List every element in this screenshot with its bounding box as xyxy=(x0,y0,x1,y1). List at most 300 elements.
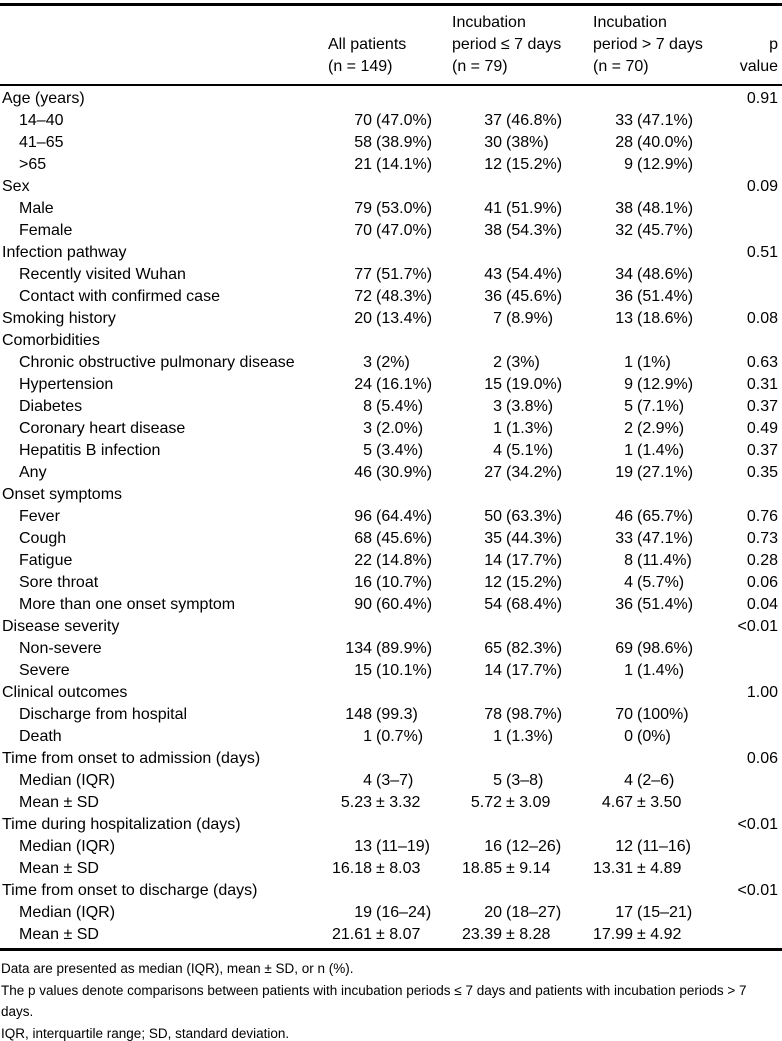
header-incubation-gt7 xyxy=(593,12,732,78)
table-row xyxy=(0,198,782,220)
row-label: Hepatitis B infection xyxy=(19,442,161,459)
cell-incubation-gt7 xyxy=(593,352,732,374)
table-row xyxy=(0,396,782,418)
cell-all-patients xyxy=(328,748,452,770)
table-row xyxy=(0,528,782,550)
row-label: More than one onset symptom xyxy=(19,596,236,613)
header-incubation-gt7-line2: period > 7 days xyxy=(593,36,703,53)
table-row xyxy=(0,550,782,572)
cell-all-patients xyxy=(328,198,452,220)
cell-incubation-gt7-count: 34 xyxy=(615,266,633,283)
table-row xyxy=(0,814,782,836)
cell-all-patients-pct: (16.1%) xyxy=(376,376,433,393)
cell-all-patients-count: 16.18 xyxy=(331,860,372,877)
header-incubation-gt7-line3: (n = 70) xyxy=(593,58,649,75)
cell-p-value xyxy=(732,836,782,858)
cell-incubation-le7-pct: (1.3%) xyxy=(506,420,554,437)
cell-all-patients-count xyxy=(328,176,372,198)
cell-all-patients xyxy=(328,154,452,176)
cell-p-value xyxy=(732,154,782,176)
cell-incubation-gt7-pct: (47.1%) xyxy=(637,530,694,547)
cell-incubation-gt7-count: 9 xyxy=(624,156,633,173)
cell-incubation-gt7-pct: (12.9%) xyxy=(637,156,694,173)
cell-incubation-le7-count xyxy=(452,880,502,902)
cell-incubation-gt7-pct: ± 4.89 xyxy=(637,860,682,877)
cell-incubation-le7 xyxy=(452,506,593,528)
row-label: Diabetes xyxy=(19,398,83,415)
cell-incubation-gt7-count: 28 xyxy=(615,134,633,151)
cell-all-patients-count: 134 xyxy=(345,640,372,657)
cell-incubation-gt7-pct: (51.4%) xyxy=(637,288,694,305)
cell-all-patients-pct: (38.9%) xyxy=(376,134,433,151)
table-row xyxy=(0,506,782,528)
cell-incubation-gt7-count: 4.67 xyxy=(601,794,633,811)
cell-all-patients-count: 13 xyxy=(354,838,372,855)
cell-incubation-gt7-count xyxy=(593,682,633,704)
cell-incubation-le7-pct: (3%) xyxy=(506,354,540,371)
cell-incubation-gt7-count: 1 xyxy=(624,662,633,679)
cell-incubation-le7 xyxy=(452,880,593,902)
header-all-patients xyxy=(328,34,452,78)
cell-incubation-le7 xyxy=(452,550,593,572)
cell-incubation-gt7-count: 0 xyxy=(624,728,633,745)
cell-incubation-gt7 xyxy=(593,770,732,792)
cell-incubation-gt7 xyxy=(593,704,732,726)
cell-all-patients xyxy=(328,374,452,396)
cell-all-patients xyxy=(328,176,452,198)
cell-p-value: 0.04 xyxy=(746,596,778,613)
cell-all-patients-pct: (16–24) xyxy=(376,904,432,921)
cell-incubation-le7-count xyxy=(452,242,502,264)
cell-p-value: <0.01 xyxy=(737,618,778,635)
cell-p-value xyxy=(732,704,782,726)
cell-all-patients-count xyxy=(328,88,372,110)
cell-incubation-le7-pct: (15.2%) xyxy=(506,156,563,173)
cell-incubation-le7 xyxy=(452,660,593,682)
cell-all-patients xyxy=(328,308,452,330)
cell-incubation-le7-pct: ± 8.28 xyxy=(506,926,551,943)
cell-p-value xyxy=(732,792,782,814)
cell-p-value: 0.31 xyxy=(746,376,778,393)
cell-p-value: 0.35 xyxy=(746,464,778,481)
cell-incubation-le7-count: 5.72 xyxy=(470,794,502,811)
cell-incubation-le7-count: 18.85 xyxy=(461,860,502,877)
cell-incubation-gt7-pct: (1.4%) xyxy=(637,662,685,679)
table-row xyxy=(0,726,782,748)
cell-all-patients-count: 3 xyxy=(363,354,372,371)
table-row xyxy=(0,88,782,110)
table-row xyxy=(0,660,782,682)
cell-all-patients-count: 21.61 xyxy=(331,926,372,943)
cell-incubation-gt7 xyxy=(593,220,732,242)
cell-incubation-gt7 xyxy=(593,242,732,264)
cell-incubation-gt7-pct: (27.1%) xyxy=(637,464,694,481)
table-row xyxy=(0,242,782,264)
cell-all-patients xyxy=(328,396,452,418)
cell-incubation-le7 xyxy=(452,858,593,880)
table-row xyxy=(0,176,782,198)
cell-p-value: 0.37 xyxy=(746,442,778,459)
header-incubation-le7-line3: (n = 79) xyxy=(452,58,508,75)
cell-incubation-gt7 xyxy=(593,594,732,616)
cell-all-patients-pct: (30.9%) xyxy=(376,464,433,481)
cell-incubation-le7-pct: ± 3.09 xyxy=(506,794,551,811)
row-label: Sore throat xyxy=(19,574,99,591)
cell-incubation-gt7-count xyxy=(593,814,633,836)
cell-all-patients-count xyxy=(328,616,372,638)
cell-incubation-le7-pct: (15.2%) xyxy=(506,574,563,591)
table-row xyxy=(0,418,782,440)
cell-incubation-le7-count xyxy=(452,748,502,770)
cell-p-value xyxy=(732,286,782,308)
cell-incubation-gt7-count: 13.31 xyxy=(593,860,634,877)
cell-incubation-gt7 xyxy=(593,902,732,924)
cell-all-patients xyxy=(328,902,452,924)
cell-incubation-le7-pct: (44.3%) xyxy=(506,530,563,547)
cell-incubation-le7 xyxy=(452,352,593,374)
cell-incubation-le7-pct: (5.1%) xyxy=(506,442,554,459)
cell-all-patients xyxy=(328,638,452,660)
cell-incubation-gt7-count: 5 xyxy=(624,398,633,415)
table-row xyxy=(0,110,782,132)
cell-all-patients-count: 46 xyxy=(354,464,372,481)
cell-incubation-le7-pct: (18–27) xyxy=(506,904,562,921)
row-label: Fever xyxy=(19,508,60,525)
cell-p-value xyxy=(732,902,782,924)
table-row xyxy=(0,484,782,506)
row-label: Time from onset to discharge (days) xyxy=(2,882,258,899)
cell-all-patients xyxy=(328,682,452,704)
cell-all-patients xyxy=(328,924,452,946)
cell-incubation-le7 xyxy=(452,374,593,396)
cell-incubation-le7-pct: (3.8%) xyxy=(506,398,554,415)
cell-all-patients-count: 90 xyxy=(354,596,372,613)
cell-p-value xyxy=(732,220,782,242)
row-label: Non-severe xyxy=(19,640,102,657)
table-row xyxy=(0,440,782,462)
cell-all-patients xyxy=(328,110,452,132)
header-incubation-le7-line2: period ≤ 7 days xyxy=(452,36,562,53)
cell-incubation-le7-pct: (45.6%) xyxy=(506,288,563,305)
header-all-patients-line2: (n = 149) xyxy=(328,58,393,75)
cell-all-patients-pct: (5.4%) xyxy=(376,398,424,415)
cell-incubation-le7-pct: (8.9%) xyxy=(506,310,554,327)
cell-p-value: 0.63 xyxy=(746,354,778,371)
cell-incubation-gt7 xyxy=(593,110,732,132)
cell-incubation-le7-count: 30 xyxy=(484,134,502,151)
cell-incubation-gt7-count: 36 xyxy=(615,288,633,305)
cell-incubation-gt7-count: 69 xyxy=(615,640,633,657)
cell-p-value: 0.06 xyxy=(746,574,778,591)
cell-all-patients-count: 70 xyxy=(354,222,372,239)
cell-incubation-gt7-pct: ± 4.92 xyxy=(637,926,682,943)
cell-incubation-le7-pct: (34.2%) xyxy=(506,464,563,481)
cell-incubation-le7 xyxy=(452,748,593,770)
cell-all-patients-count xyxy=(328,682,372,704)
footnote-data-presentation: Data are presented as median (IQR), mean ± SD, or n (%). xyxy=(1,961,354,976)
table-row xyxy=(0,330,782,352)
cell-all-patients-count: 19 xyxy=(354,904,372,921)
table-row xyxy=(0,704,782,726)
cell-incubation-le7 xyxy=(452,616,593,638)
cell-all-patients-pct: (14.8%) xyxy=(376,552,433,569)
row-label: Time during hospitalization (days) xyxy=(2,816,241,833)
cell-incubation-le7-count xyxy=(452,814,502,836)
cell-incubation-le7 xyxy=(452,770,593,792)
cell-incubation-le7-count: 16 xyxy=(484,838,502,855)
cell-all-patients-pct: ± 3.32 xyxy=(376,794,421,811)
cell-incubation-le7 xyxy=(452,176,593,198)
cell-p-value: 0.91 xyxy=(746,90,778,107)
cell-incubation-gt7 xyxy=(593,418,732,440)
cell-all-patients xyxy=(328,616,452,638)
header-incubation-le7-line1: Incubation xyxy=(452,14,526,31)
table-row xyxy=(0,154,782,176)
cell-incubation-gt7-count: 4 xyxy=(624,574,633,591)
cell-incubation-le7-count: 14 xyxy=(484,662,502,679)
row-label: 41–65 xyxy=(19,134,64,151)
cell-p-value: 0.73 xyxy=(746,530,778,547)
cell-all-patients-pct: (53.0%) xyxy=(376,200,433,217)
cell-p-value xyxy=(732,198,782,220)
cell-all-patients xyxy=(328,660,452,682)
row-label: Infection pathway xyxy=(2,244,127,261)
cell-incubation-gt7 xyxy=(593,528,732,550)
table-row xyxy=(0,132,782,154)
cell-all-patients-pct: (89.9%) xyxy=(376,640,433,657)
row-label: Clinical outcomes xyxy=(2,684,128,701)
row-label: Time from onset to admission (days) xyxy=(2,750,261,767)
cell-all-patients xyxy=(328,528,452,550)
row-label: Fatigue xyxy=(19,552,73,569)
row-label: Coronary heart disease xyxy=(19,420,186,437)
row-label: Recently visited Wuhan xyxy=(19,266,186,283)
cell-all-patients xyxy=(328,484,452,506)
cell-incubation-le7-pct: (17.7%) xyxy=(506,662,563,679)
cell-incubation-le7 xyxy=(452,396,593,418)
cell-all-patients-count xyxy=(328,880,372,902)
table-footnotes xyxy=(0,951,782,1041)
table-row xyxy=(0,572,782,594)
cell-incubation-gt7-count: 1 xyxy=(624,442,633,459)
cell-incubation-gt7-pct: (15–21) xyxy=(637,904,693,921)
cell-incubation-gt7 xyxy=(593,396,732,418)
cell-all-patients xyxy=(328,462,452,484)
cell-p-value: 0.28 xyxy=(746,552,778,569)
cell-incubation-gt7-pct: (98.6%) xyxy=(637,640,694,657)
header-all-patients-line1: All patients xyxy=(328,36,407,53)
cell-incubation-gt7-pct: (45.7%) xyxy=(637,222,694,239)
cell-incubation-gt7-pct: (51.4%) xyxy=(637,596,694,613)
cell-p-value xyxy=(732,484,782,506)
cell-all-patients-pct: (2%) xyxy=(376,354,410,371)
cell-incubation-gt7-pct: (11–16) xyxy=(637,838,691,855)
cell-p-value: 0.49 xyxy=(746,420,778,437)
table-row xyxy=(0,748,782,770)
cell-incubation-le7-count: 35 xyxy=(484,530,502,547)
cell-all-patients-pct: (13.4%) xyxy=(376,310,433,327)
cell-all-patients-pct: (3.4%) xyxy=(376,442,424,459)
cell-incubation-le7-count: 41 xyxy=(484,200,502,217)
cell-incubation-le7 xyxy=(452,286,593,308)
cell-all-patients-count: 68 xyxy=(354,530,372,547)
row-label: Disease severity xyxy=(2,618,120,635)
cell-p-value xyxy=(732,660,782,682)
cell-p-value xyxy=(732,638,782,660)
cell-all-patients-pct: ± 8.03 xyxy=(376,860,421,877)
cell-incubation-gt7-pct: (2–6) xyxy=(637,772,675,789)
table-row xyxy=(0,924,782,946)
cell-incubation-gt7 xyxy=(593,726,732,748)
cell-all-patients-count: 77 xyxy=(354,266,372,283)
cell-all-patients xyxy=(328,770,452,792)
cell-incubation-le7-pct: (1.3%) xyxy=(506,728,554,745)
cell-all-patients xyxy=(328,352,452,374)
cell-incubation-le7-count: 5 xyxy=(493,772,502,789)
cell-p-value: 0.06 xyxy=(746,750,778,767)
cell-p-value xyxy=(732,264,782,286)
cell-incubation-gt7 xyxy=(593,506,732,528)
cell-incubation-gt7-pct: (18.6%) xyxy=(637,310,694,327)
cell-incubation-le7-count: 1 xyxy=(493,420,502,437)
row-label: Male xyxy=(19,200,54,217)
cell-incubation-le7 xyxy=(452,528,593,550)
cell-all-patients-count: 1 xyxy=(363,728,372,745)
cell-incubation-gt7 xyxy=(593,374,732,396)
cell-incubation-gt7-count: 9 xyxy=(624,376,633,393)
cell-all-patients-count: 16 xyxy=(354,574,372,591)
cell-all-patients-pct: (3–7) xyxy=(376,772,414,789)
cell-incubation-le7 xyxy=(452,594,593,616)
cell-all-patients xyxy=(328,132,452,154)
cell-incubation-gt7 xyxy=(593,924,732,946)
cell-incubation-le7-pct: (38%) xyxy=(506,134,549,151)
cell-incubation-le7-pct: (68.4%) xyxy=(506,596,563,613)
table-row xyxy=(0,858,782,880)
cell-incubation-le7-pct: (98.7%) xyxy=(506,706,563,723)
cell-incubation-le7-count xyxy=(452,88,502,110)
table-row xyxy=(0,264,782,286)
cell-p-value: 1.00 xyxy=(746,684,778,701)
row-label: Median (IQR) xyxy=(19,838,116,855)
cell-all-patients-count: 96 xyxy=(354,508,372,525)
cell-all-patients xyxy=(328,836,452,858)
cell-all-patients-count: 3 xyxy=(363,420,372,437)
cell-incubation-le7-pct: (3–8) xyxy=(506,772,544,789)
cell-incubation-gt7-count: 2 xyxy=(624,420,633,437)
table-row xyxy=(0,462,782,484)
cell-all-patients-pct: (99.3) xyxy=(376,706,418,723)
cell-all-patients-pct: (10.1%) xyxy=(376,662,433,679)
cell-incubation-gt7 xyxy=(593,682,732,704)
cell-incubation-le7 xyxy=(452,572,593,594)
cell-incubation-gt7 xyxy=(593,88,732,110)
cell-incubation-gt7 xyxy=(593,176,732,198)
cell-all-patients-pct: (64.4%) xyxy=(376,508,433,525)
cell-incubation-gt7-pct: (65.7%) xyxy=(637,508,694,525)
cell-incubation-gt7-count: 4 xyxy=(624,772,633,789)
cell-all-patients-pct: (10.7%) xyxy=(376,574,433,591)
row-label: Mean ± SD xyxy=(19,794,99,811)
cell-incubation-le7-count: 4 xyxy=(493,442,502,459)
cell-all-patients xyxy=(328,418,452,440)
cell-incubation-gt7-count: 38 xyxy=(615,200,633,217)
cell-incubation-gt7-count xyxy=(593,330,633,352)
cell-incubation-le7-count: 65 xyxy=(484,640,502,657)
cell-incubation-le7 xyxy=(452,792,593,814)
cell-p-value: 0.08 xyxy=(746,310,778,327)
table-row xyxy=(0,792,782,814)
cell-all-patients-count: 20 xyxy=(354,310,372,327)
cell-incubation-le7-count: 23.39 xyxy=(461,926,502,943)
cell-incubation-gt7-count: 1 xyxy=(624,354,633,371)
cell-incubation-gt7-count: 33 xyxy=(615,112,633,129)
cell-all-patients-count: 22 xyxy=(354,552,372,569)
table-row xyxy=(0,682,782,704)
cell-incubation-le7 xyxy=(452,924,593,946)
cell-incubation-le7-pct: (54.3%) xyxy=(506,222,563,239)
cell-all-patients xyxy=(328,440,452,462)
cell-incubation-le7 xyxy=(452,198,593,220)
cell-incubation-le7 xyxy=(452,110,593,132)
cell-incubation-gt7 xyxy=(593,286,732,308)
cell-all-patients xyxy=(328,704,452,726)
cell-p-value xyxy=(732,330,782,352)
cell-incubation-gt7-pct: ± 3.50 xyxy=(637,794,682,811)
row-label: Onset symptoms xyxy=(2,486,123,503)
cell-incubation-gt7 xyxy=(593,880,732,902)
cell-incubation-le7-count: 7 xyxy=(493,310,502,327)
cell-incubation-gt7-count xyxy=(593,176,633,198)
table-body xyxy=(0,86,782,948)
row-label: Mean ± SD xyxy=(19,926,99,943)
cell-incubation-gt7 xyxy=(593,616,732,638)
cell-all-patients-pct: (11–19) xyxy=(376,838,430,855)
cell-all-patients xyxy=(328,286,452,308)
cell-incubation-gt7-count xyxy=(593,880,633,902)
cell-all-patients-pct: (51.7%) xyxy=(376,266,433,283)
cell-all-patients xyxy=(328,242,452,264)
cell-incubation-gt7-count: 46 xyxy=(615,508,633,525)
cell-incubation-gt7-count: 36 xyxy=(615,596,633,613)
cell-all-patients xyxy=(328,858,452,880)
cell-incubation-gt7-pct: (47.1%) xyxy=(637,112,694,129)
cell-all-patients xyxy=(328,792,452,814)
cell-all-patients-count: 58 xyxy=(354,134,372,151)
cell-incubation-gt7-pct: (0%) xyxy=(637,728,671,745)
cell-incubation-gt7 xyxy=(593,748,732,770)
cell-incubation-gt7-pct: (48.1%) xyxy=(637,200,694,217)
cell-incubation-gt7 xyxy=(593,484,732,506)
cell-incubation-le7-count xyxy=(452,682,502,704)
table-row xyxy=(0,374,782,396)
cell-all-patients-count: 5.23 xyxy=(340,794,372,811)
cell-p-value xyxy=(732,132,782,154)
cell-all-patients xyxy=(328,264,452,286)
cell-all-patients-count xyxy=(328,748,372,770)
cell-p-value xyxy=(732,770,782,792)
cell-incubation-le7-pct: ± 9.14 xyxy=(506,860,551,877)
row-label: Hypertension xyxy=(19,376,114,393)
cell-all-patients-pct: (0.7%) xyxy=(376,728,424,745)
cell-incubation-le7-pct: (54.4%) xyxy=(506,266,563,283)
cell-incubation-gt7 xyxy=(593,792,732,814)
cell-all-patients xyxy=(328,220,452,242)
cell-incubation-le7-count: 43 xyxy=(484,266,502,283)
header-incubation-le7 xyxy=(452,12,593,78)
cell-incubation-le7-pct: (51.9%) xyxy=(506,200,563,217)
cell-incubation-gt7-count: 13 xyxy=(615,310,633,327)
